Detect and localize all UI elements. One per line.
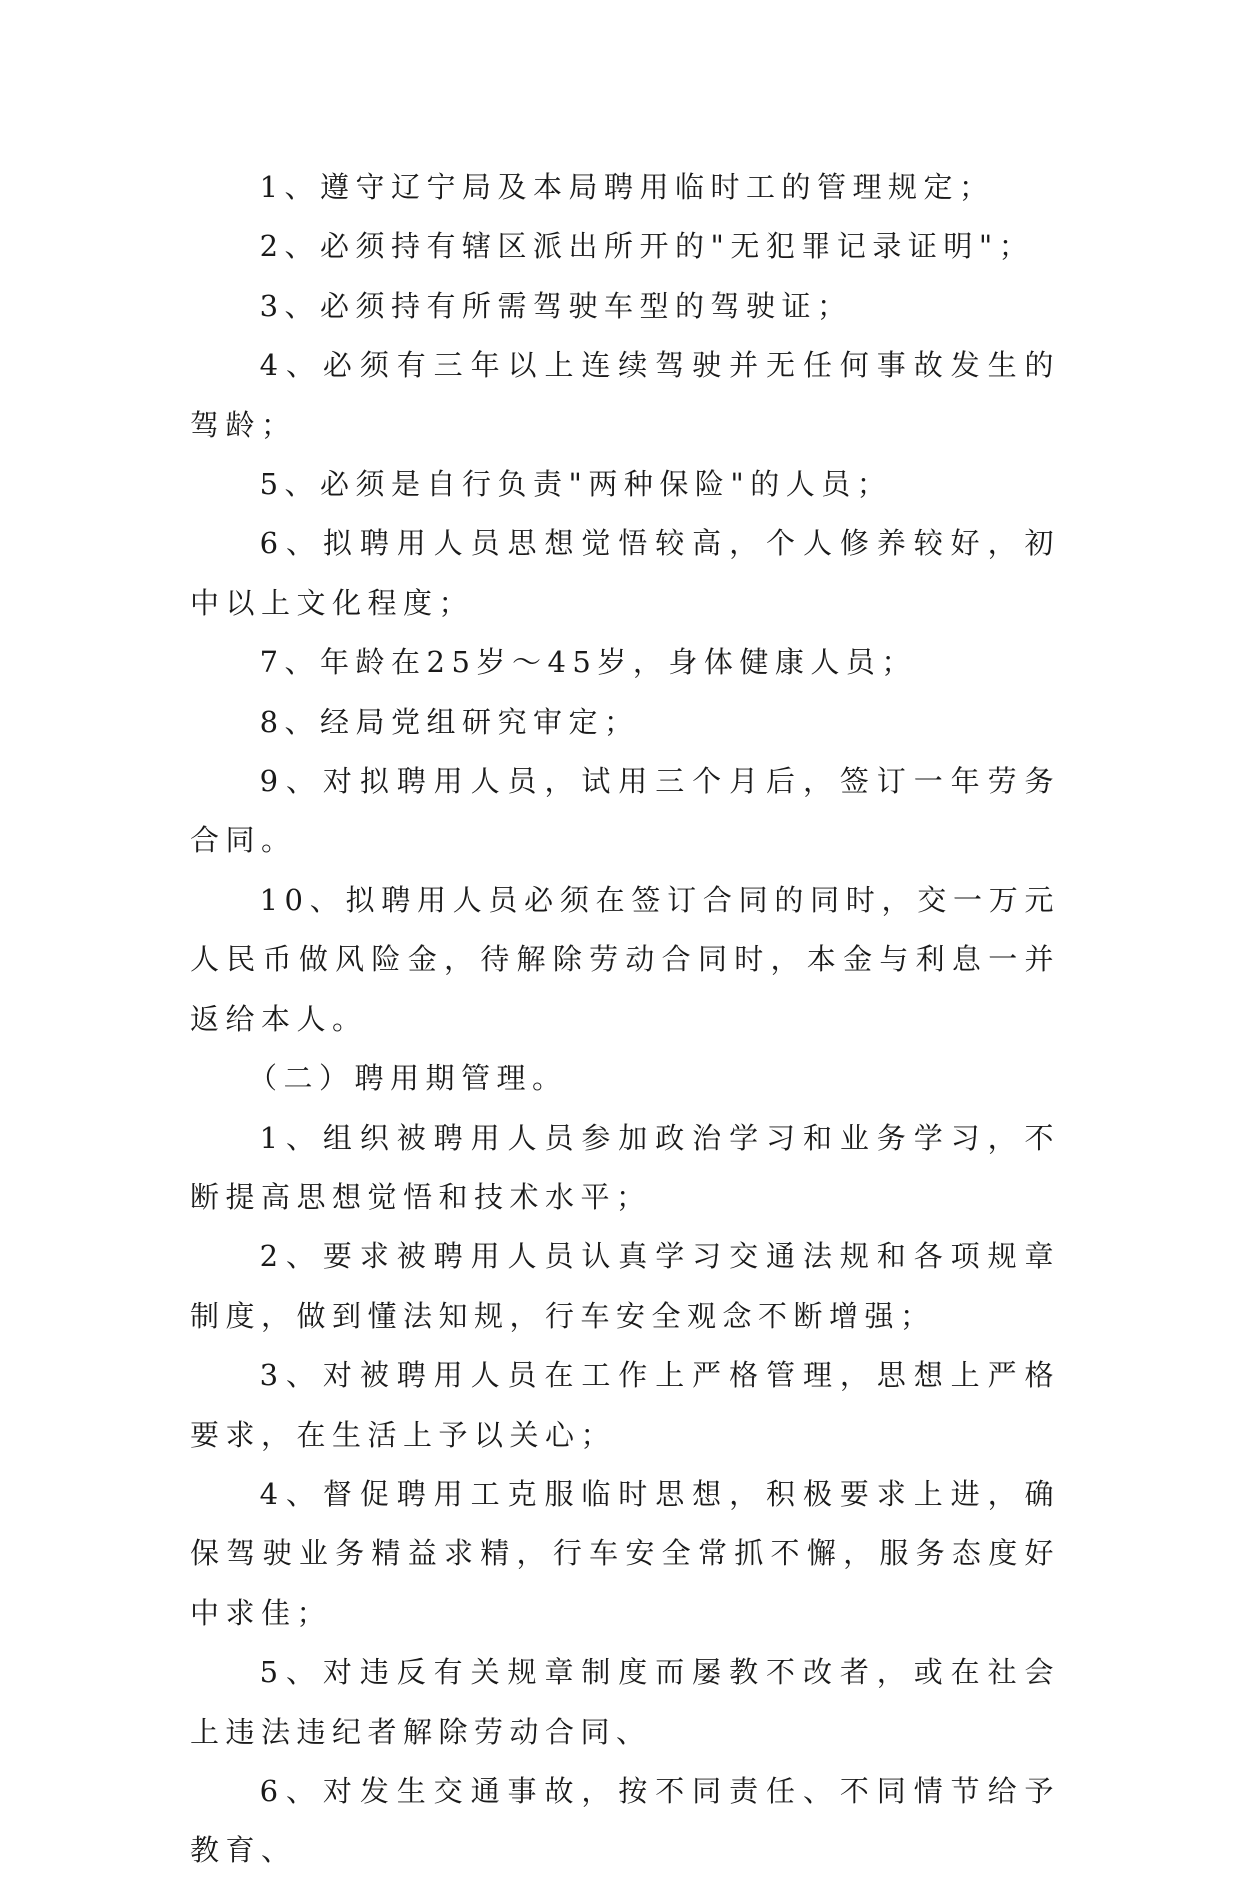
paragraph-rule-4: 4、必须有三年以上连续驾驶并无任何事故发生的驾龄； bbox=[190, 348, 1060, 442]
document-body bbox=[190, 158, 1060, 1881]
paragraph-rule-1: 1、遵守辽宁局及本局聘用临时工的管理规定； bbox=[259, 170, 995, 204]
paragraph-rule-6: 6、拟聘用人员思想觉悟较高，个人修养较好，初中以上文化程度； bbox=[190, 526, 1060, 620]
section-heading: （二）聘用期管理。 bbox=[248, 1061, 568, 1096]
paragraph-management-3: 3、对被聘用人员在工作上严格管理，思想上严格要求，在生活上予以关心； bbox=[190, 1358, 1060, 1452]
paragraph-management-6: 6、对发生交通事故，按不同责任、不同情节给予教育、 bbox=[190, 1773, 1060, 1868]
paragraph-management-2: 2、要求被聘用人员认真学习交通法规和各项规章制度，做到懂法知规，行车安全观念不断增强； bbox=[190, 1239, 1060, 1333]
paragraph-rule-10: 10、拟聘用人员必须在签订合同的同时，交一万元人民币做风险金，待解除劳动合同时，本金与利息一并返给本人。 bbox=[190, 882, 1060, 1036]
paragraph-rule-3: 3、必须持有所需驾驶车型的驾驶证； bbox=[259, 288, 853, 323]
paragraph-rule-2: 2、必须持有辖区派出所开的"无犯罪记录证明"； bbox=[259, 229, 1035, 264]
paragraph-management-5: 5、对违反有关规章制度而屡教不改者，或在社会上违法违纪者解除劳动合同、 bbox=[190, 1655, 1060, 1749]
paragraph-rule-8: 8、经局党组研究审定； bbox=[259, 704, 640, 739]
paragraph-management-4: 4、督促聘用工克服临时思想，积极要求上进，确保驾驶业务精益求精，行车安全常抓不懈，服务态度好中求佳； bbox=[190, 1476, 1060, 1630]
paragraph-rule-7: 7、年龄在25岁～45岁，身体健康人员； bbox=[259, 645, 917, 680]
paragraph-rule-5: 5、必须是自行负责"两种保险"的人员； bbox=[259, 467, 893, 502]
paragraph-rule-9: 9、对拟聘用人员，试用三个月后，签订一年劳务合同。 bbox=[190, 764, 1060, 858]
paragraph-management-1: 1、组织被聘用人员参加政治学习和业务学习，不断提高思想觉悟和技术水平； bbox=[190, 1120, 1060, 1214]
